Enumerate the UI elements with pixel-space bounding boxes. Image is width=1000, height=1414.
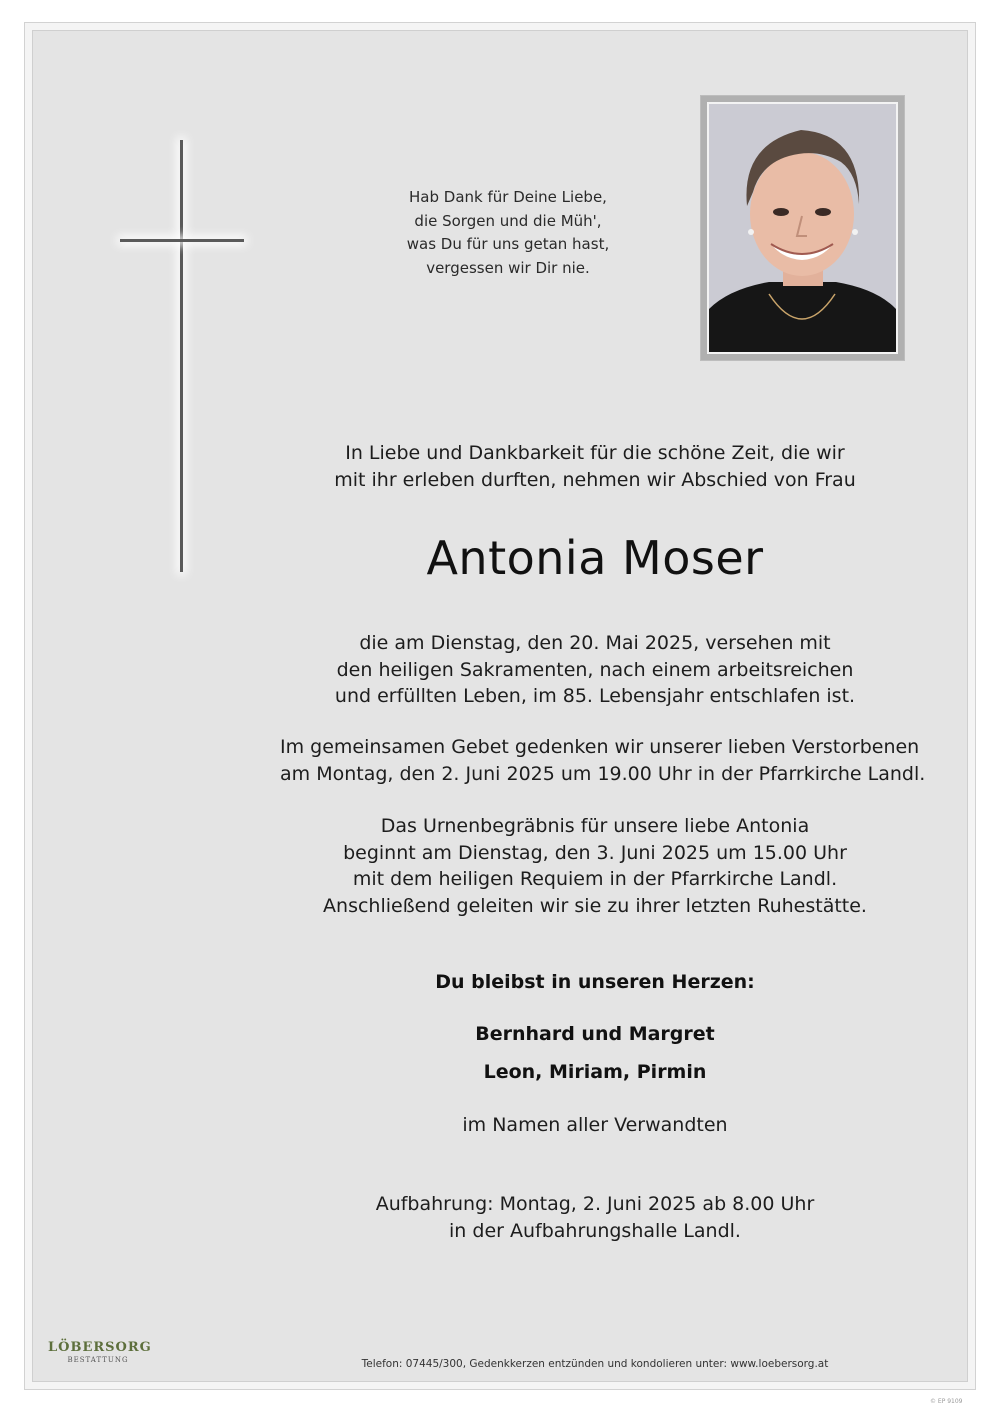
burial-line: Das Urnenbegräbnis für unsere liebe Antonia — [380, 815, 810, 837]
closing-line: im Namen aller Verwandten — [462, 1114, 728, 1136]
logo-subtitle: BESTATTUNG — [67, 1356, 129, 1364]
viewing-text — [280, 1191, 910, 1244]
cross-horizontal-bar — [120, 239, 244, 242]
print-code: © EP 9109 — [930, 1398, 963, 1405]
quote-line: die Sorgen und die Müh', — [414, 211, 602, 230]
death-notice-line: den heiligen Sakramenten, nach einem arbeitsreichen — [336, 658, 854, 681]
portrait-photo — [709, 104, 896, 352]
viewing-line: in der Aufbahrungshalle Landl. — [449, 1219, 741, 1242]
portrait-frame — [700, 95, 905, 361]
intro-text — [280, 440, 910, 493]
prayer-text — [280, 734, 926, 787]
deceased-name: Antonia Moser — [426, 531, 764, 585]
death-notice-text — [280, 630, 910, 710]
mourners-closing — [280, 1112, 910, 1139]
quote-line: was Du für uns getan hast, — [406, 235, 610, 253]
viewing-line: Aufbahrung: Montag, 2. Juni 2025 ab 8.00 Uhr — [375, 1193, 815, 1215]
burial-text — [280, 813, 910, 919]
memorial-quote — [360, 186, 656, 280]
burial-line: Anschließend geleiten wir sie zu ihrer letzten Ruhestätte. — [323, 894, 867, 917]
mourners-heading: Du bleibst in unseren Herzen: — [435, 971, 755, 993]
quote-line: Hab Dank für Deine Liebe, — [409, 188, 607, 206]
burial-line: mit dem heiligen Requiem in der Pfarrkirche Landl. — [352, 868, 838, 890]
portrait-illustration — [709, 104, 896, 352]
mourner-names: Leon, Miriam, Pirmin — [483, 1061, 707, 1083]
intro-line: In Liebe und Dankbarkeit für die schöne Zeit, die wir — [345, 442, 845, 464]
intro-line: mit ihr erleben durften, nehmen wir Abschied von Frau — [334, 468, 856, 491]
prayer-line: Im gemeinsamen Gebet gedenken wir unserer lieben Verstorbenen — [280, 736, 920, 758]
logo-wordmark: LÖBERSORG — [48, 1340, 152, 1355]
quote-line: vergessen wir Dir nie. — [426, 258, 590, 277]
mourner-names: Bernhard und Margret — [475, 1023, 715, 1045]
death-notice-line: und erfüllten Leben, im 85. Lebensjahr entschlafen ist. — [334, 685, 856, 707]
death-notice-line: die am Dienstag, den 20. Mai 2025, versehen mit — [359, 632, 831, 654]
contact-footer: Telefon: 07445/300, Gedenkkerzen entzünden und kondolieren unter: www.loebersorg.at — [361, 1358, 829, 1370]
funeral-home-logo — [48, 1340, 152, 1364]
burial-line: beginnt am Dienstag, den 3. Juni 2025 um 15.00 Uhr — [343, 841, 847, 864]
prayer-line: am Montag, den 2. Juni 2025 um 19.00 Uhr in der Pfarrkirche Landl. — [280, 762, 926, 785]
cross-vertical-bar — [180, 140, 183, 572]
